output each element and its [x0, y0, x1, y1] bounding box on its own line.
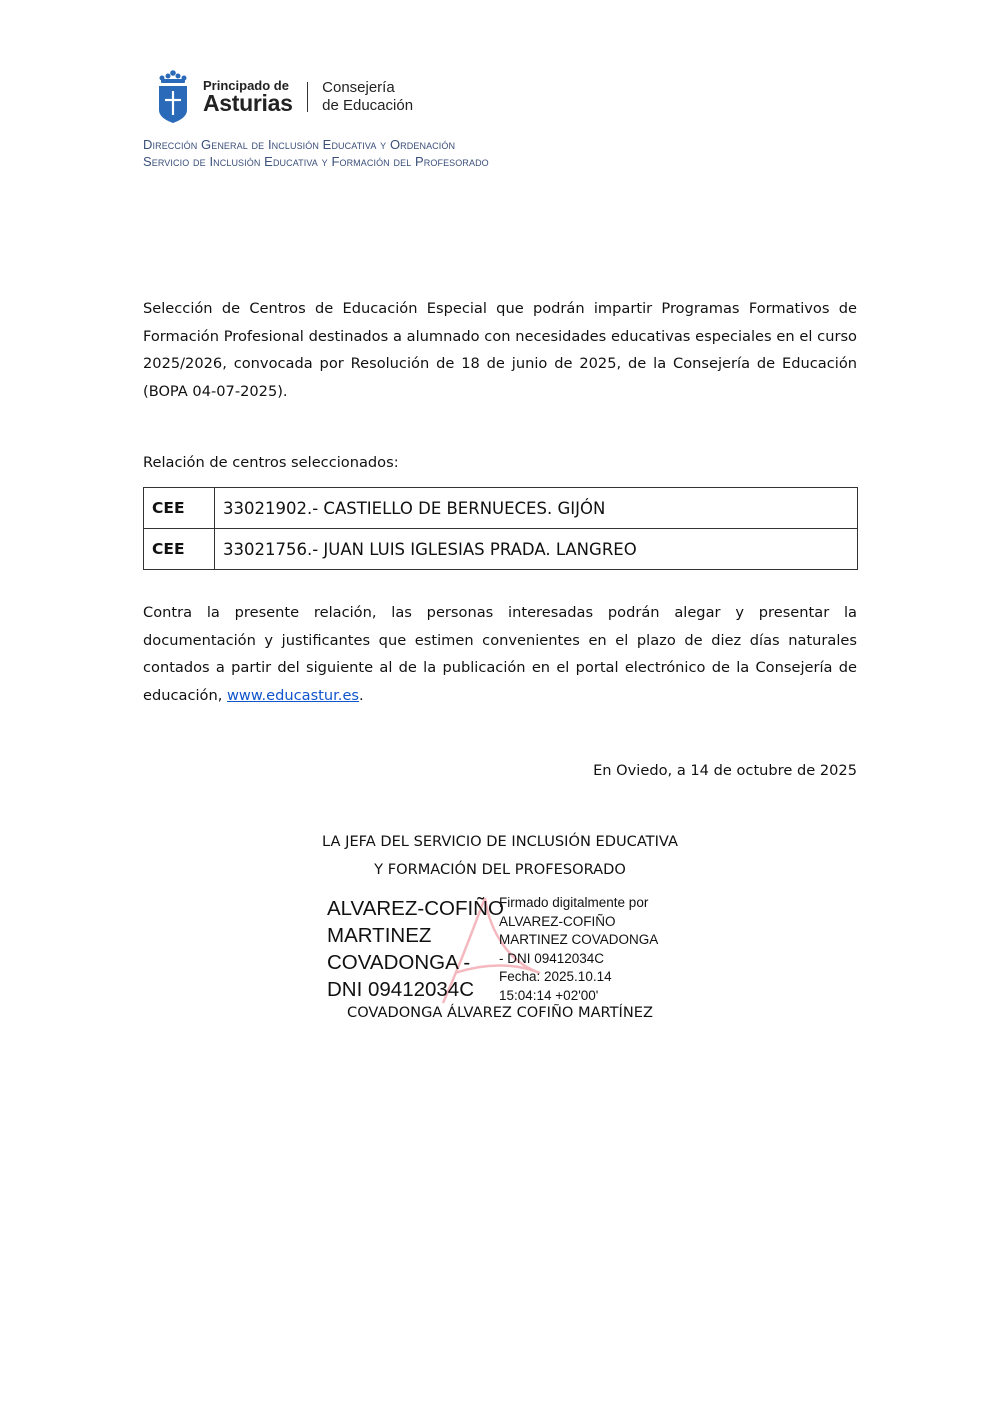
sig-name-line: MARTINEZ	[327, 924, 432, 947]
brand	[203, 79, 293, 115]
notice-paragraph	[143, 599, 857, 709]
signer-title-line1: LA JEFA DEL SERVICIO DE INCLUSIÓN EDUCATIVA	[322, 833, 678, 850]
sig-detail-line: MARTINEZ COVADONGA	[499, 932, 659, 948]
center-type: CEE	[144, 529, 215, 570]
logo	[157, 70, 413, 124]
sig-detail-line: - DNI 09412034C	[499, 950, 605, 966]
center-name: 33021756.- JUAN LUIS IGLESIAS PRADA. LANGREO	[215, 529, 858, 570]
signer-title-line2: Y FORMACIÓN DEL PROFESORADO	[374, 861, 626, 878]
sig-name-line: DNI 09412034C	[327, 978, 475, 1001]
sig-detail-line: Fecha: 2025.10.14	[499, 969, 612, 985]
list-label: Relación de centros seleccionados:	[143, 454, 399, 471]
department-line2: de Educación	[322, 97, 414, 114]
digital-signature-name	[327, 895, 504, 1003]
place-date: En Oviedo, a 14 de octubre de 2025	[593, 762, 857, 779]
center-name: 33021902.- CASTIELLO DE BERNUECES. GIJÓN	[215, 488, 858, 529]
notice-text: Contra la presente relación, las personas interesadas podrán alegar y presentar la documentación y justificantes que estimen convenientes en el plazo de diez días naturales contados a partir del siguiente al de la publicación en el portal electrónico de la Consejería de educación,	[143, 604, 857, 704]
signer-full-name: COVADONGA ÁLVAREZ COFIÑO MARTÍNEZ	[347, 1004, 653, 1021]
sig-name-line: ALVAREZ-COFIÑO	[327, 897, 504, 920]
centers-table	[143, 487, 858, 570]
table-row	[144, 488, 858, 529]
digital-signature-details	[499, 894, 658, 1006]
intro-paragraph: Selección de Centros de Educación Especial que podrán impartir Programas Formativos de Formación Profesional destinados a alumnado con necesidades educativas especiales en el curso 2025/2026, convocada por Resolución de 18 de junio de 2025, de la Consejería de Educación (BOPA 04-07-2025).	[143, 300, 857, 400]
table-row	[144, 529, 858, 570]
sig-detail-line: 15:04:14 +02'00'	[499, 987, 599, 1003]
direction-heading: Dirección General de Inclusión Educativa y Ordenación	[143, 137, 456, 152]
sig-detail-line: Firmado digitalmente por	[499, 895, 649, 910]
notice-end: .	[359, 686, 364, 704]
department-line1: Consejería	[322, 79, 395, 96]
center-type: CEE	[144, 488, 215, 529]
educastur-link[interactable]: www.educastur.es	[227, 686, 360, 704]
sig-detail-line: ALVAREZ-COFIÑO	[499, 913, 616, 929]
department	[322, 79, 413, 115]
sig-name-line: COVADONGA -	[327, 951, 471, 974]
divider	[307, 82, 309, 112]
brand-big: Asturias	[203, 90, 293, 116]
asturias-shield-icon	[157, 70, 189, 124]
service-heading: Servicio de Inclusión Educativa y Formación del Profesorado	[143, 154, 489, 169]
brand-small: Principado de	[203, 78, 289, 93]
